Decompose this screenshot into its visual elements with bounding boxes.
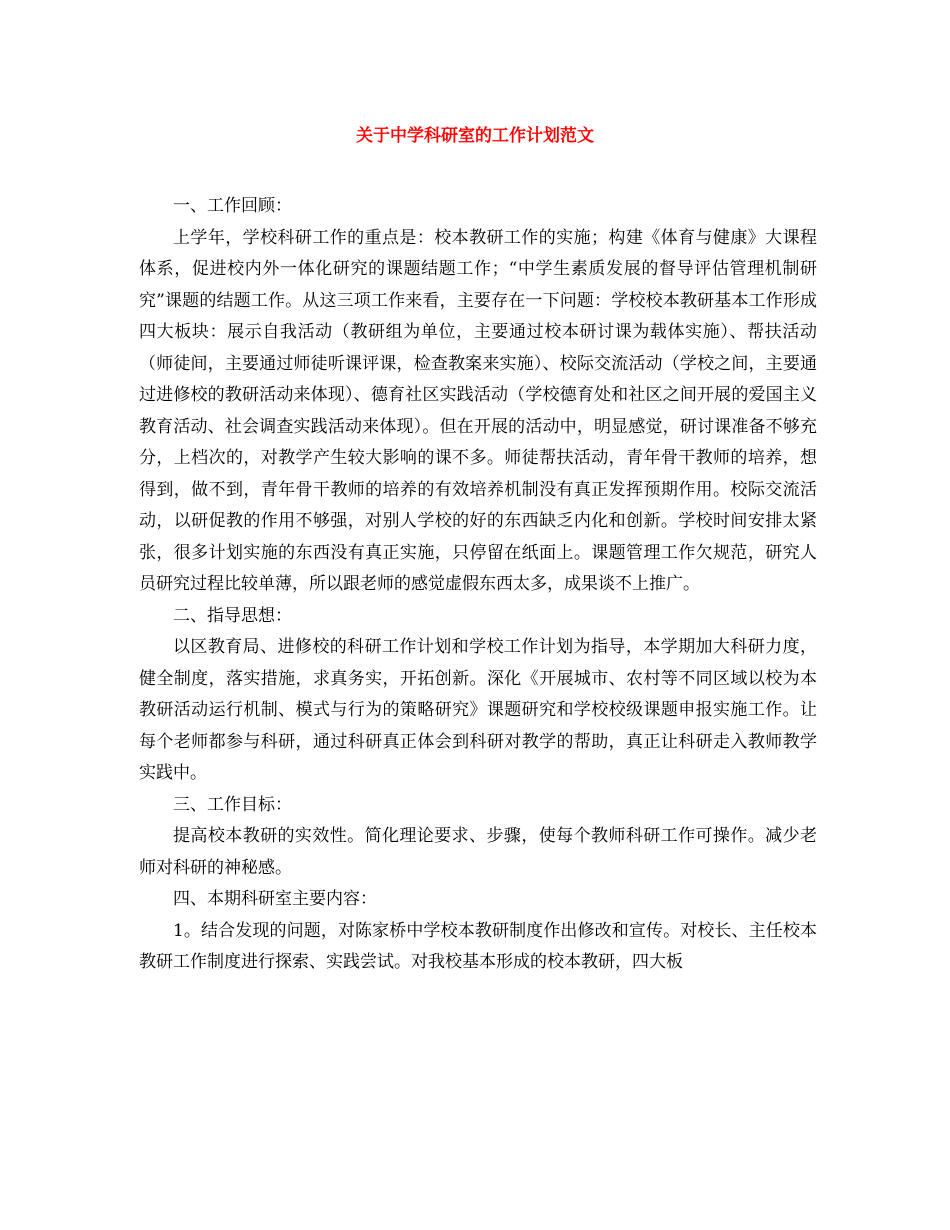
paragraph-review: 上学年，学校科研工作的重点是：校本教研工作的实施；构建《体育与健康》大课程体系，促进校内外一体化研究的课题结题工作；“中学生素质发展的督导评估管理机制研究”课题的结题工作。从这三项工作来看，主要存在一下问题：学校校本教研基本工作形成四大板块：展示自我活动（教研组为单位，主要通过校本研讨课为载体实施）、帮扶活动（师徒间，主要通过师徒听课评课，检查教案来实施）、校际交流活动（学校之间，主要通过进修校的教研活动来体现）、德育社区实践活动（学校德育处和社区之间开展的爱国主义教育活动、社会调查实践活动来体现）。但在开展的活动中，明显感觉，研讨课准备不够充分，上档次的，对教学产生较大影响的课不多。师徒帮扶活动，青年骨干教师的培养，想得到，做不到，青年骨干教师的培养的有效培养机制没有真正发挥预期作用。校际交流活动，以研促教的作用不够强，对别人学校的好的东西缺乏内化和创新。学校时间安排太紧张，很多计划实施的东西没有真正实施，只停留在纸面上。课题管理工作欠规范，研究人员研究过程比较单薄，所以跟老师的感觉虚假东西太多，成果谈不上推广。: [139, 227, 817, 594]
section-heading-goals: 三、工作目标：: [173, 794, 292, 815]
section-heading-main-content: 四、本期科研室主要内容：: [173, 889, 377, 909]
document-body: [139, 191, 817, 979]
document-title: 关于中学科研室的工作计划范文: [356, 126, 594, 146]
section-heading-review: 一、工作回顾：: [173, 196, 292, 216]
section-heading-guiding-thought: 二、指导思想：: [173, 605, 292, 626]
paragraph-main-content-1: 1。结合发现的问题，对陈家桥中学校本教研制度作出修改和宣传。对校长、主任校本教研工作制度进行探索、实践尝试。对我校基本形成的校本教研，四大板: [139, 920, 817, 972]
paragraph-guiding-thought: 以区教育局、进修校的科研工作计划和学校工作计划为指导，本学期加大科研力度，健全制度，落实措施，求真务实，开拓创新。深化《开展城市、农村等不同区域以校为本教研活动运行机制、模式与行为的策略研究》课题研究和学校校级课题申报实施工作。让每个老师都参与科研，通过科研真正体会到科研对教学的帮助，真正让科研走入教师教学实践中。: [139, 637, 817, 783]
paragraph-goals: 提高校本教研的实效性。简化理论要求、步骤，使每个教师科研工作可操作。减少老师对科研的神秘感。: [139, 826, 817, 878]
